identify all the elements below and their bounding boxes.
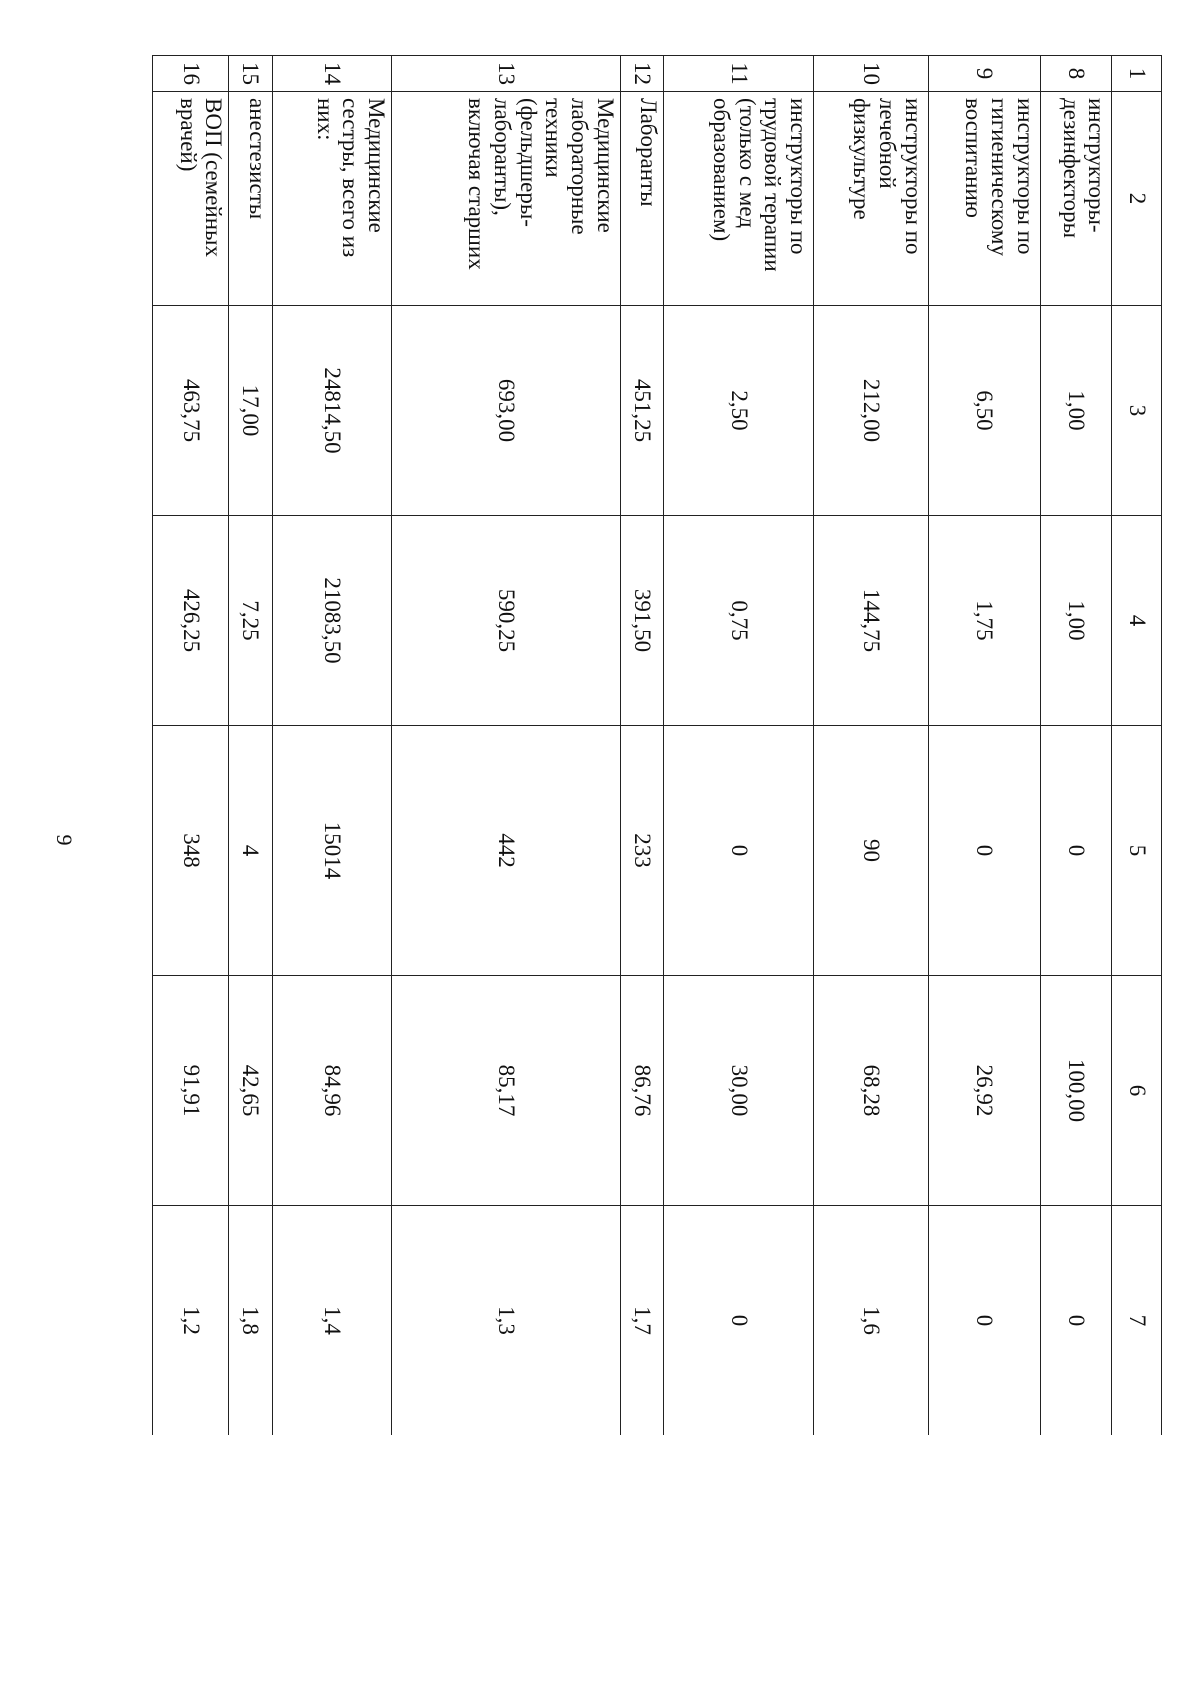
position-name-line: лаборанты), (490, 98, 515, 216)
cell-col3: 17,00 (229, 306, 272, 516)
position-name-line: гигиеническому (986, 98, 1012, 256)
cell-col3: 693,00 (392, 306, 621, 516)
cell-col7: 1,4 (272, 1206, 392, 1436)
position-name-line: инструкторы- (1084, 98, 1110, 233)
table-row (664, 56, 814, 1436)
position-name (664, 92, 814, 306)
cell-col4: 21083,50 (272, 516, 392, 726)
cell-col3: 212,00 (814, 306, 928, 516)
cell-col6: 84,96 (272, 976, 392, 1206)
position-name (229, 92, 272, 306)
header-cell: 2 (1112, 92, 1162, 306)
header-cell: 4 (1112, 516, 1162, 726)
position-name-line: врачей) (175, 98, 201, 172)
row-number: 16 (153, 56, 229, 92)
position-name-line: образованием) (709, 98, 734, 242)
cell-col7: 1,3 (392, 1206, 621, 1436)
cell-col6: 42,65 (229, 976, 272, 1206)
row-number: 14 (272, 56, 392, 92)
cell-col4: 590,25 (392, 516, 621, 726)
cell-col6: 91,91 (153, 976, 229, 1206)
table-row (229, 56, 272, 1436)
cell-col7: 1,6 (814, 1206, 928, 1436)
cell-col5: 0 (928, 726, 1040, 976)
position-name-line: инструкторы по (900, 98, 926, 255)
cell-col6: 26,92 (928, 976, 1040, 1206)
cell-col4: 391,50 (621, 516, 664, 726)
position-name-line: ВОП (семейных (201, 98, 227, 258)
cell-col3: 24814,50 (272, 306, 392, 516)
position-name-line: Лаборанты (636, 98, 662, 207)
cell-col4: 1,00 (1040, 516, 1112, 726)
position-name-line: Медицинские (593, 98, 618, 233)
cell-col3: 463,75 (153, 306, 229, 516)
position-name-line: дезинфекторы (1058, 98, 1084, 239)
table-container (152, 55, 1162, 1435)
cell-col5: 15014 (272, 726, 392, 976)
staff-table (152, 55, 1162, 1435)
row-number: 9 (928, 56, 1040, 92)
cell-col6: 86,76 (621, 976, 664, 1206)
cell-col4: 0,75 (664, 516, 814, 726)
cell-col5: 233 (621, 726, 664, 976)
cell-col4: 426,25 (153, 516, 229, 726)
cell-col4: 1,75 (928, 516, 1040, 726)
position-name (928, 92, 1040, 306)
position-name-line: Медицинские (364, 98, 390, 233)
table-row (928, 56, 1040, 1436)
cell-col7: 0 (928, 1206, 1040, 1436)
header-cell: 5 (1112, 726, 1162, 976)
table-row (621, 56, 664, 1436)
cell-col7: 1,2 (153, 1206, 229, 1436)
row-number: 15 (229, 56, 272, 92)
cell-col6: 30,00 (664, 976, 814, 1206)
cell-col5: 442 (392, 726, 621, 976)
position-name (153, 92, 229, 306)
row-number: 11 (664, 56, 814, 92)
table-row (1040, 56, 1112, 1436)
position-name-line: включая старших (464, 98, 490, 270)
row-number: 12 (621, 56, 664, 92)
cell-col6: 100,00 (1040, 976, 1112, 1206)
cell-col7: 1,8 (229, 1206, 272, 1436)
position-name-line: трудовой терапии (760, 98, 786, 272)
position-name (621, 92, 664, 306)
table-row (153, 56, 229, 1436)
cell-col5: 348 (153, 726, 229, 976)
position-name-line: воспитанию (961, 98, 987, 218)
header-cell: 6 (1112, 976, 1162, 1206)
position-name-line: них: (312, 98, 338, 141)
row-number: 10 (814, 56, 928, 92)
cell-col5: 4 (229, 726, 272, 976)
cell-col5: 90 (814, 726, 928, 976)
cell-col4: 7,25 (229, 516, 272, 726)
cell-col6: 85,17 (392, 976, 621, 1206)
page-number: 9 (52, 834, 77, 846)
header-row (1112, 56, 1162, 1436)
position-name (814, 92, 928, 306)
cell-col6: 68,28 (814, 976, 928, 1206)
cell-col3: 1,00 (1040, 306, 1112, 516)
position-name-line: сестры, всего из (338, 98, 364, 258)
cell-col5: 0 (664, 726, 814, 976)
cell-col3: 2,50 (664, 306, 814, 516)
cell-col3: 451,25 (621, 306, 664, 516)
position-name-line: лабораторные (567, 98, 593, 235)
cell-col4: 144,75 (814, 516, 928, 726)
header-cell: 1 (1112, 56, 1162, 92)
table-row (814, 56, 928, 1436)
rotated-table (152, 55, 1162, 1435)
position-name-line: анестезисты (244, 98, 270, 220)
cell-col7: 0 (1040, 1206, 1112, 1436)
position-name (1040, 92, 1112, 306)
position-name-line: техники (541, 98, 567, 178)
header-cell: 7 (1112, 1206, 1162, 1436)
header-cell: 3 (1112, 306, 1162, 516)
table-row (392, 56, 621, 1436)
cell-col7: 0 (664, 1206, 814, 1436)
cell-col7: 1,7 (621, 1206, 664, 1436)
position-name (392, 92, 621, 306)
position-name-line: (только с мед (734, 98, 760, 228)
position-name (272, 92, 392, 306)
row-number: 8 (1040, 56, 1112, 92)
position-name-line: лечебной (874, 98, 900, 189)
cell-col3: 6,50 (928, 306, 1040, 516)
position-name-line: инструкторы по (786, 98, 812, 255)
cell-col5: 0 (1040, 726, 1112, 976)
position-name-line: физкультуре (849, 98, 875, 220)
position-name-line: (фельдшеры- (515, 98, 541, 227)
row-number: 13 (392, 56, 621, 92)
position-name-line: инструкторы по (1012, 98, 1038, 255)
table-row (272, 56, 392, 1436)
